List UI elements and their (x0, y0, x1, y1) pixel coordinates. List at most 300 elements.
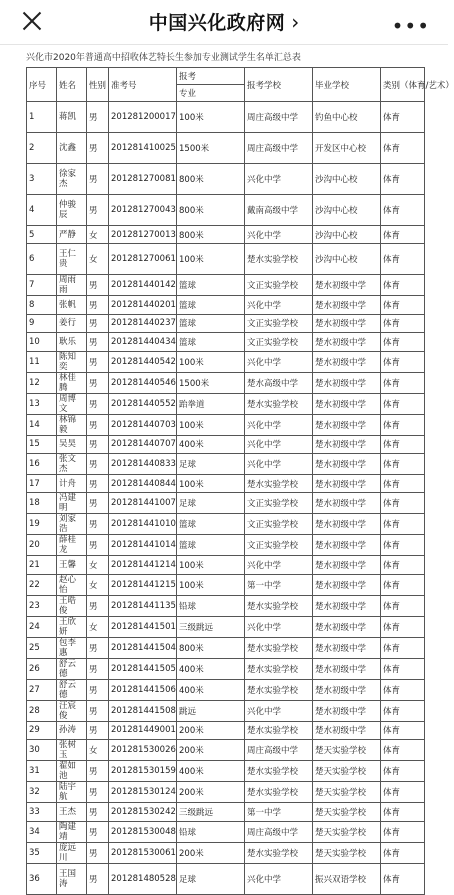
cell-gender: 男 (87, 782, 109, 803)
cell-exam-no: 201281530124 (109, 782, 177, 803)
cell-name: 沈鑫 (57, 133, 87, 164)
cell-exam-no: 201281441135 (109, 595, 177, 616)
cell-exam-no: 201281441505 (109, 658, 177, 679)
cell-grad-school: 楚水初级中学 (313, 474, 381, 492)
cell-category: 体育 (381, 333, 425, 351)
cell-exam-no: 201281270061 (109, 244, 177, 275)
cell-grad-school: 沙沟中心校 (313, 244, 381, 275)
cell-category: 体育 (381, 195, 425, 226)
cell-apply-school: 楚水实验学校 (245, 721, 313, 739)
cell-seq: 11 (27, 351, 57, 372)
cell-seq: 23 (27, 595, 57, 616)
cell-major: 三级跳远 (177, 616, 245, 637)
column-header-seq: 序号 (27, 68, 57, 102)
table-row (27, 637, 425, 658)
table-row (27, 164, 425, 195)
cell-apply-school: 第一中学 (245, 574, 313, 595)
cell-category: 体育 (381, 133, 425, 164)
cell-grad-school: 楚天实验学校 (313, 842, 381, 863)
cell-name: 王欣妍 (57, 616, 87, 637)
cell-apply-school: 楚水实验学校 (245, 658, 313, 679)
cell-apply-school: 楚水实验学校 (245, 637, 313, 658)
table-row (27, 453, 425, 474)
table-row (27, 595, 425, 616)
cell-grad-school: 楚水初级中学 (313, 595, 381, 616)
cell-category: 体育 (381, 414, 425, 435)
cell-major: 800米 (177, 195, 245, 226)
cell-exam-no: 201281440844 (109, 474, 177, 492)
cell-apply-school: 第一中学 (245, 803, 313, 821)
cell-apply-school: 兴化中学 (245, 435, 313, 453)
cell-category: 体育 (381, 616, 425, 637)
cell-name: 徐家杰 (57, 164, 87, 195)
cell-seq: 18 (27, 493, 57, 514)
cell-grad-school: 振兴双语学校 (313, 863, 381, 894)
cell-category: 体育 (381, 658, 425, 679)
table-row (27, 296, 425, 314)
cell-gender: 男 (87, 842, 109, 863)
cell-major: 200米 (177, 721, 245, 739)
cell-major: 100米 (177, 414, 245, 435)
page-title-button[interactable] (0, 8, 448, 35)
cell-exam-no: 201281530159 (109, 761, 177, 782)
top-navigation-bar (0, 0, 448, 45)
cell-seq: 10 (27, 333, 57, 351)
cell-grad-school: 钓鱼中心校 (313, 102, 381, 133)
cell-gender: 男 (87, 679, 109, 700)
page-title: 中国兴化政府网 (148, 12, 286, 34)
cell-grad-school: 楚水初级中学 (313, 414, 381, 435)
cell-major: 200米 (177, 740, 245, 761)
cell-seq: 28 (27, 700, 57, 721)
cell-category: 体育 (381, 842, 425, 863)
column-header-apply-school: 报考学校 (245, 68, 313, 102)
cell-name: 吴昊 (57, 435, 87, 453)
cell-name: 周博文 (57, 393, 87, 414)
cell-seq: 8 (27, 296, 57, 314)
table-row (27, 133, 425, 164)
cell-category: 体育 (381, 803, 425, 821)
cell-grad-school: 沙沟中心校 (313, 164, 381, 195)
cell-gender: 女 (87, 574, 109, 595)
cell-gender: 男 (87, 314, 109, 332)
cell-gender: 女 (87, 244, 109, 275)
cell-major: 篮球 (177, 514, 245, 535)
cell-gender: 男 (87, 493, 109, 514)
cell-apply-school: 兴化中学 (245, 226, 313, 244)
cell-gender: 女 (87, 616, 109, 637)
cell-category: 体育 (381, 351, 425, 372)
cell-major: 篮球 (177, 314, 245, 332)
column-header-gender: 性别 (87, 68, 109, 102)
table-row (27, 700, 425, 721)
cell-grad-school: 沙沟中心校 (313, 195, 381, 226)
cell-name: 舒云德 (57, 679, 87, 700)
cell-category: 体育 (381, 574, 425, 595)
cell-gender: 男 (87, 637, 109, 658)
cell-category: 体育 (381, 863, 425, 894)
cell-apply-school: 文正实验学校 (245, 314, 313, 332)
cell-seq: 25 (27, 637, 57, 658)
cell-seq: 29 (27, 721, 57, 739)
table-row (27, 721, 425, 739)
document-title: 兴化市2020年普通高中招收体艺特长生参加专业测试学生名单汇总表 (26, 53, 301, 63)
cell-name: 张帆 (57, 296, 87, 314)
cell-major: 铅球 (177, 595, 245, 616)
cell-exam-no: 201281441506 (109, 679, 177, 700)
cell-apply-school: 兴化中学 (245, 700, 313, 721)
cell-seq: 24 (27, 616, 57, 637)
cell-exam-no: 201281270043 (109, 195, 177, 226)
cell-seq: 21 (27, 556, 57, 574)
cell-seq: 14 (27, 414, 57, 435)
cell-gender: 男 (87, 453, 109, 474)
cell-exam-no: 201281441007 (109, 493, 177, 514)
column-header-exam-no: 准考号 (109, 68, 177, 102)
cell-seq: 4 (27, 195, 57, 226)
table-row (27, 435, 425, 453)
table-row (27, 535, 425, 556)
cell-apply-school: 周庄高级中学 (245, 133, 313, 164)
document-content[interactable] (0, 46, 454, 895)
cell-exam-no: 201281480528 (109, 863, 177, 894)
cell-category: 体育 (381, 679, 425, 700)
cell-grad-school: 楚水初级中学 (313, 275, 381, 296)
cell-exam-no: 201281441508 (109, 700, 177, 721)
cell-seq: 9 (27, 314, 57, 332)
cell-gender: 男 (87, 700, 109, 721)
cell-seq: 12 (27, 372, 57, 393)
cell-gender: 男 (87, 803, 109, 821)
cell-exam-no: 201281530026 (109, 740, 177, 761)
cell-category: 体育 (381, 164, 425, 195)
cell-name: 耿乐 (57, 333, 87, 351)
table-row (27, 658, 425, 679)
cell-exam-no: 201281440552 (109, 393, 177, 414)
cell-seq: 7 (27, 275, 57, 296)
cell-gender: 男 (87, 164, 109, 195)
cell-grad-school: 楚水初级中学 (313, 616, 381, 637)
cell-gender: 男 (87, 372, 109, 393)
cell-apply-school: 文正实验学校 (245, 514, 313, 535)
column-header-grad-school: 毕业学校 (313, 68, 381, 102)
table-row (27, 782, 425, 803)
cell-name: 刘家浩 (57, 514, 87, 535)
column-header-major: 专业 (177, 85, 245, 102)
cell-exam-no: 201281440707 (109, 435, 177, 453)
cell-exam-no: 201281440703 (109, 414, 177, 435)
table-row (27, 244, 425, 275)
cell-exam-no: 201281440434 (109, 333, 177, 351)
cell-major: 篮球 (177, 535, 245, 556)
cell-grad-school: 楚水初级中学 (313, 333, 381, 351)
table-row (27, 333, 425, 351)
table-row (27, 803, 425, 821)
cell-seq: 31 (27, 761, 57, 782)
cell-grad-school: 沙沟中心校 (313, 226, 381, 244)
cell-name: 陶建靖 (57, 821, 87, 842)
cell-apply-school: 楚水实验学校 (245, 393, 313, 414)
cell-exam-no: 201281270081 (109, 164, 177, 195)
cell-category: 体育 (381, 556, 425, 574)
table-row (27, 761, 425, 782)
cell-major: 1500米 (177, 133, 245, 164)
table-row (27, 372, 425, 393)
cell-grad-school: 开发区中心校 (313, 133, 381, 164)
cell-gender: 男 (87, 296, 109, 314)
cell-category: 体育 (381, 244, 425, 275)
cell-major: 篮球 (177, 296, 245, 314)
cell-major: 800米 (177, 226, 245, 244)
cell-grad-school: 楚天实验学校 (313, 803, 381, 821)
cell-grad-school: 楚水初级中学 (313, 574, 381, 595)
cell-major: 篮球 (177, 333, 245, 351)
cell-name: 舒云德 (57, 658, 87, 679)
cell-major: 跳远 (177, 700, 245, 721)
cell-major: 100米 (177, 102, 245, 133)
cell-grad-school: 楚水初级中学 (313, 514, 381, 535)
table-row (27, 275, 425, 296)
cell-exam-no: 201281441215 (109, 574, 177, 595)
cell-gender: 男 (87, 333, 109, 351)
cell-gender: 男 (87, 275, 109, 296)
cell-name: 王杰 (57, 803, 87, 821)
cell-seq: 34 (27, 821, 57, 842)
cell-exam-no: 201281441014 (109, 535, 177, 556)
cell-grad-school: 楚水初级中学 (313, 351, 381, 372)
cell-gender: 男 (87, 721, 109, 739)
cell-apply-school: 楚水实验学校 (245, 244, 313, 275)
table-row (27, 474, 425, 492)
cell-gender: 男 (87, 474, 109, 492)
cell-gender: 男 (87, 863, 109, 894)
cell-grad-school: 楚天实验学校 (313, 740, 381, 761)
cell-exam-no: 201281441214 (109, 556, 177, 574)
cell-category: 体育 (381, 761, 425, 782)
table-row (27, 493, 425, 514)
cell-category: 体育 (381, 372, 425, 393)
cell-seq: 1 (27, 102, 57, 133)
cell-exam-no: 201281440833 (109, 453, 177, 474)
cell-category: 体育 (381, 226, 425, 244)
cell-major: 铅球 (177, 821, 245, 842)
cell-grad-school: 楚水初级中学 (313, 637, 381, 658)
column-header-name: 姓名 (57, 68, 87, 102)
cell-name: 周雨雨 (57, 275, 87, 296)
cell-gender: 男 (87, 195, 109, 226)
student-list-table (26, 67, 454, 895)
table-row (27, 842, 425, 863)
cell-name: 蒋凯 (57, 102, 87, 133)
cell-gender: 男 (87, 414, 109, 435)
cell-name: 王馨 (57, 556, 87, 574)
chevron-right-icon: › (291, 10, 300, 34)
cell-category: 体育 (381, 700, 425, 721)
cell-category: 体育 (381, 782, 425, 803)
cell-name: 孙涛 (57, 721, 87, 739)
cell-gender: 男 (87, 102, 109, 133)
cell-apply-school: 楚水实验学校 (245, 782, 313, 803)
table-row (27, 102, 425, 133)
cell-apply-school: 周庄高级中学 (245, 102, 313, 133)
table-row (27, 314, 425, 332)
table-row (27, 556, 425, 574)
cell-seq: 16 (27, 453, 57, 474)
cell-apply-school: 兴化中学 (245, 453, 313, 474)
table-row (27, 863, 425, 894)
cell-seq: 26 (27, 658, 57, 679)
cell-gender: 男 (87, 821, 109, 842)
cell-name: 包李惠 (57, 637, 87, 658)
cell-gender: 男 (87, 514, 109, 535)
cell-seq: 20 (27, 535, 57, 556)
cell-apply-school: 楚水实验学校 (245, 474, 313, 492)
cell-category: 体育 (381, 595, 425, 616)
cell-apply-school: 兴化中学 (245, 164, 313, 195)
cell-grad-school: 楚水初级中学 (313, 453, 381, 474)
cell-seq: 15 (27, 435, 57, 453)
cell-seq: 19 (27, 514, 57, 535)
cell-major: 足球 (177, 453, 245, 474)
table-row (27, 351, 425, 372)
cell-seq: 3 (27, 164, 57, 195)
cell-name: 陈知奕 (57, 351, 87, 372)
cell-apply-school: 兴化中学 (245, 616, 313, 637)
cell-gender: 女 (87, 740, 109, 761)
cell-exam-no: 201281441504 (109, 637, 177, 658)
cell-major: 三级跳远 (177, 803, 245, 821)
cell-category: 体育 (381, 275, 425, 296)
cell-major: 400米 (177, 658, 245, 679)
table-row (27, 414, 425, 435)
cell-gender: 男 (87, 595, 109, 616)
cell-apply-school: 楚水实验学校 (245, 842, 313, 863)
cell-exam-no: 201281200017 (109, 102, 177, 133)
cell-category: 体育 (381, 740, 425, 761)
cell-category: 体育 (381, 493, 425, 514)
cell-category: 体育 (381, 821, 425, 842)
table-row (27, 514, 425, 535)
cell-seq: 2 (27, 133, 57, 164)
cell-exam-no: 201281440546 (109, 372, 177, 393)
cell-exam-no: 201281441010 (109, 514, 177, 535)
cell-name: 仲骏辰 (57, 195, 87, 226)
cell-name: 庞远川 (57, 842, 87, 863)
cell-seq: 6 (27, 244, 57, 275)
cell-grad-school: 楚水初级中学 (313, 372, 381, 393)
cell-category: 体育 (381, 314, 425, 332)
cell-seq: 33 (27, 803, 57, 821)
cell-grad-school: 楚水初级中学 (313, 556, 381, 574)
cell-major: 100米 (177, 351, 245, 372)
cell-name: 林佳腾 (57, 372, 87, 393)
cell-major: 足球 (177, 863, 245, 894)
table-row (27, 821, 425, 842)
cell-category: 体育 (381, 435, 425, 453)
cell-name: 薛桂龙 (57, 535, 87, 556)
cell-seq: 5 (27, 226, 57, 244)
cell-apply-school: 文正实验学校 (245, 275, 313, 296)
cell-seq: 27 (27, 679, 57, 700)
cell-name: 姜行 (57, 314, 87, 332)
cell-grad-school: 楚水初级中学 (313, 314, 381, 332)
cell-exam-no: 201281440201 (109, 296, 177, 314)
cell-major: 100米 (177, 474, 245, 492)
cell-major: 400米 (177, 435, 245, 453)
cell-grad-school: 楚天实验学校 (313, 821, 381, 842)
cell-gender: 男 (87, 658, 109, 679)
cell-exam-no: 201281440142 (109, 275, 177, 296)
cell-major: 200米 (177, 782, 245, 803)
more-options-icon[interactable]: ••• (391, 14, 430, 38)
cell-name: 王国涛 (57, 863, 87, 894)
cell-major: 足球 (177, 493, 245, 514)
cell-exam-no: 201281449001 (109, 721, 177, 739)
cell-name: 计舟 (57, 474, 87, 492)
cell-exam-no: 201281530242 (109, 803, 177, 821)
cell-seq: 13 (27, 393, 57, 414)
cell-exam-no: 201281440542 (109, 351, 177, 372)
cell-major: 100米 (177, 556, 245, 574)
cell-gender: 男 (87, 351, 109, 372)
cell-category: 体育 (381, 453, 425, 474)
cell-exam-no: 201281530061 (109, 842, 177, 863)
cell-apply-school: 楚水实验学校 (245, 595, 313, 616)
table-row (27, 679, 425, 700)
cell-gender: 女 (87, 556, 109, 574)
cell-gender: 男 (87, 535, 109, 556)
cell-apply-school: 楚水实验学校 (245, 761, 313, 782)
cell-seq: 36 (27, 863, 57, 894)
cell-apply-school: 兴化中学 (245, 556, 313, 574)
cell-seq: 30 (27, 740, 57, 761)
cell-grad-school: 楚水初级中学 (313, 393, 381, 414)
cell-gender: 男 (87, 761, 109, 782)
cell-category: 体育 (381, 514, 425, 535)
cell-name: 林锦毅 (57, 414, 87, 435)
table-row (27, 616, 425, 637)
cell-major: 200米 (177, 842, 245, 863)
cell-name: 翟如池 (57, 761, 87, 782)
cell-name: 严静 (57, 226, 87, 244)
cell-gender: 男 (87, 435, 109, 453)
cell-major: 1500米 (177, 372, 245, 393)
cell-major: 800米 (177, 637, 245, 658)
column-header-category: 类别（体育/艺术） (381, 68, 425, 102)
cell-major: 400米 (177, 679, 245, 700)
cell-category: 体育 (381, 393, 425, 414)
cell-apply-school: 兴化中学 (245, 863, 313, 894)
table-body (27, 102, 425, 895)
cell-major: 400米 (177, 761, 245, 782)
cell-apply-school: 文正实验学校 (245, 333, 313, 351)
cell-seq: 22 (27, 574, 57, 595)
cell-exam-no: 201281530048 (109, 821, 177, 842)
table-row (27, 740, 425, 761)
cell-grad-school: 楚水初级中学 (313, 435, 381, 453)
cell-grad-school: 楚水初级中学 (313, 700, 381, 721)
cell-name: 赵心怡 (57, 574, 87, 595)
cell-grad-school: 楚水初级中学 (313, 679, 381, 700)
cell-apply-school: 文正实验学校 (245, 493, 313, 514)
cell-name: 王晧俊 (57, 595, 87, 616)
cell-name: 张文杰 (57, 453, 87, 474)
cell-apply-school: 兴化中学 (245, 414, 313, 435)
cell-apply-school: 兴化中学 (245, 296, 313, 314)
cell-exam-no: 201281270013 (109, 226, 177, 244)
cell-name: 冯建明 (57, 493, 87, 514)
cell-name: 陆宇航 (57, 782, 87, 803)
